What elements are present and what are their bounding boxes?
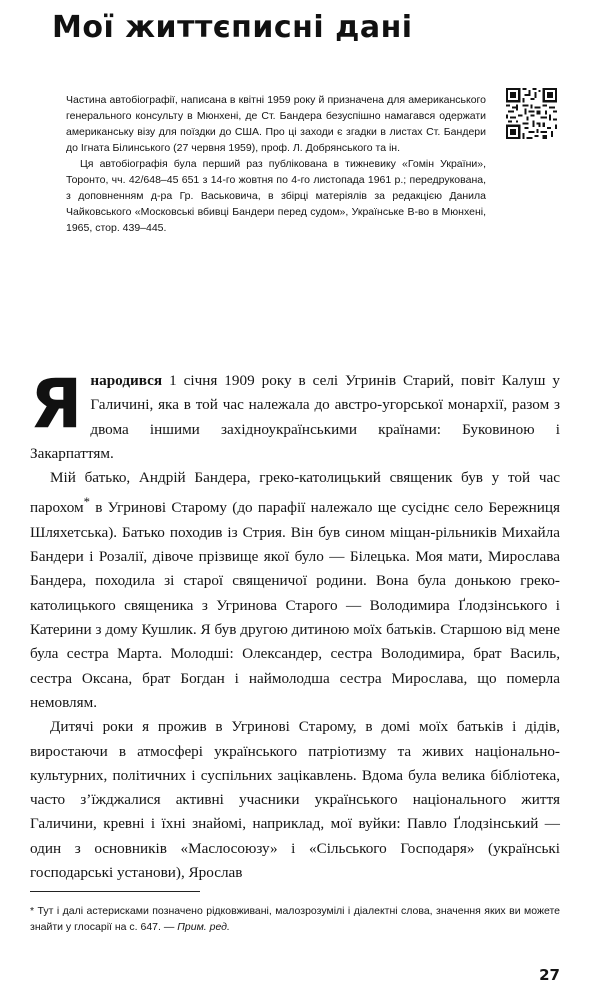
paragraph-2 bbox=[30, 466, 560, 715]
footnote-mark: * bbox=[30, 905, 35, 917]
paragraph-1 bbox=[30, 365, 560, 466]
intro-note bbox=[66, 92, 486, 236]
paragraph-2-text-a: Мій батько, Андрій Бандера, греко-католицький священик був у той час парохом bbox=[30, 469, 560, 517]
first-word: народився bbox=[90, 372, 163, 389]
intro-paragraph: Ця автобіографія була перший раз публікована в тижневику «Гомін України», Торонто, чч. 42/648–45 651 з 14-го жовтня по 4-го листопада 1961 р.; передрукована, з доповненням д-ра Гр. Васьковича, в збірці матеріялів за редакцією Данила Чайковського «Московські вбивці Бандери перед судом», Українське В-во в Мюнхені, 1965, стор. 439–445. bbox=[66, 158, 486, 234]
footnote-marker[interactable]: * bbox=[83, 495, 90, 510]
paragraph-3: Дитячі роки я прожив в Угринові Старому, в домі моїх батьків і дідів, виростаючи в атмосфері українського патріотизму та живих національно-культурних, політичних і суспільних зацікавлень. Вдома була велика бібліотека, часто з’їжджалися активні учасники українського національного життя Галичини, кревні і їхні знайомі, наприклад, мої вуйки: Павло Ґлодзінський — один з основників «Маслосоюзу» і «Сільського Господаря» (українські господарські установи), Ярослав bbox=[30, 718, 560, 881]
footnote bbox=[30, 903, 560, 935]
page-title: Мої життєписні дані bbox=[52, 10, 413, 45]
footnote-text: Тут і далі астерисками позначено рідковживані, малозрозумілі і діалектні слова, значення яких ви можете знайти у глосарії на с. 647. — bbox=[30, 905, 560, 933]
footnote-divider bbox=[30, 891, 200, 892]
paragraph-1-text: 1 січня 1909 року в селі Угринів Старий, повіт Калуш у Галичині, яка в той час належала до австро-угорської монархії, разом з двома іншими західноукраїнськими країнами: Буковиною і Закарпаттям. bbox=[30, 372, 560, 462]
qr-code-icon[interactable] bbox=[506, 88, 557, 139]
paragraph-2-text-b: в Угринові Старому (до парафії належало ще сусіднє село Бережниця Шляхетська). Батько походив із Стрия. Він був сином міщан-рільників Михайла Бандери і Розалії, дівоче прізвище якої було — Білецька. Моя мати, Мирослава Бандера, походила зі старої священичої родини. Вона була донькою греко-католицького священика з Угринова Старого — Володимира Ґлодзінського і Катерини з дому Кушлик. Я був другою дитиною моїх батьків. Старшою від мене була сестра Марта. Молодші: Олександер, сестра Володимира, брат Василь, сестра Оксана, брат Богдан і наймолодша сестра Мирослава, що померла немовлям. bbox=[30, 499, 560, 711]
drop-cap: Я bbox=[30, 365, 83, 444]
editor-note: Прим. ред. bbox=[177, 921, 230, 933]
page-number: 27 bbox=[539, 966, 560, 984]
main-text bbox=[30, 365, 560, 885]
intro-paragraph: Частина автобіографії, написана в квітні 1959 року й призначена для американського генерального консульту в Мюнхені, де Ст. Бандера безуспішно намагався одержати американську візу для поїздки до США. Про ці заходи є згадки в листах Ст. Бандери до Ігната Білинського (27 червня 1959), проф. Л. Добрянського та ін. bbox=[66, 94, 486, 154]
